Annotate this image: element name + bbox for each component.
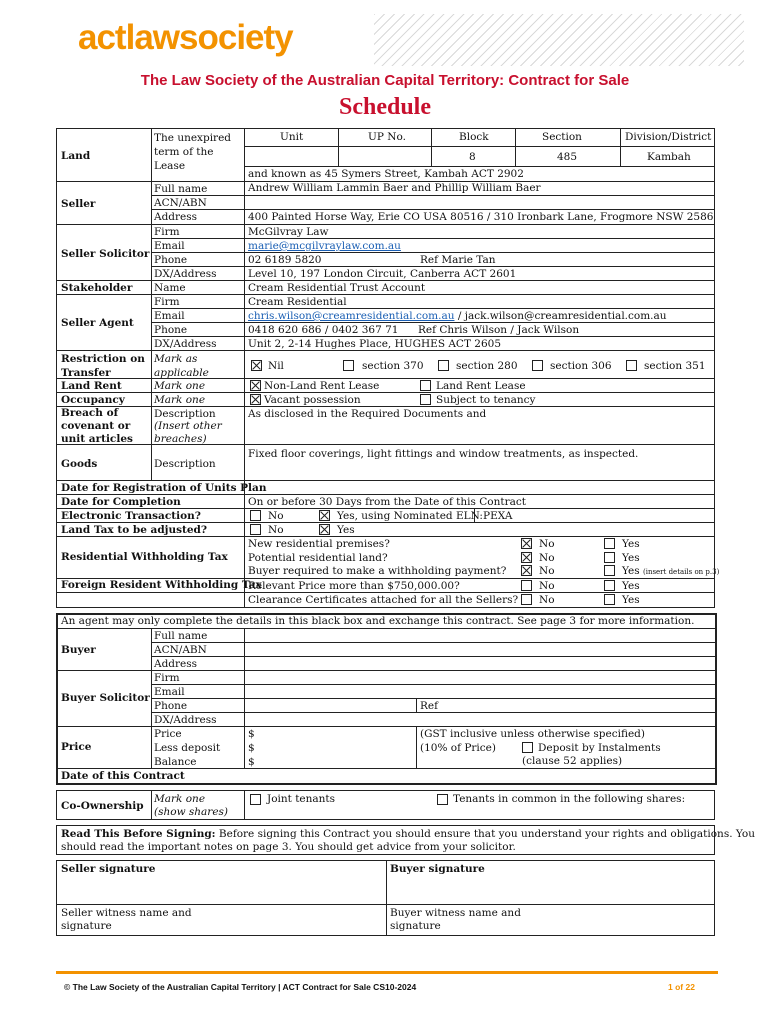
seller-witness-line2: signature <box>61 920 112 932</box>
clause-note: (clause 52 applies) <box>522 755 623 767</box>
question-withholding-payment: Buyer required to make a withholding payment? <box>248 565 507 577</box>
bs-email-label: Email <box>154 686 185 698</box>
landtax-label: Land Tax to be adjusted? <box>61 524 208 536</box>
col-section: Section <box>542 131 582 143</box>
sa-firm[interactable]: Cream Residential <box>248 296 347 308</box>
question-new-premises: New residential premises? <box>248 538 390 550</box>
coownership-hint2: (show shares) <box>154 806 229 818</box>
sa-email[interactable]: chris.wilson@creamresidential.com.au / jack.wilson@creamresidential.com.au <box>248 310 667 322</box>
bs-phone-label: Phone <box>154 700 188 712</box>
buyer-witness-line2: signature <box>390 920 441 932</box>
sa-ref[interactable]: Ref Chris Wilson / Jack Wilson <box>418 324 580 336</box>
wh3-yes-checkbox[interactable] <box>604 565 615 576</box>
land-rent-checkbox[interactable] <box>420 380 431 391</box>
vacant-possession-checkbox[interactable] <box>250 394 261 405</box>
date-contract-label: Date of this Contract <box>61 770 185 782</box>
non-land-rent-label: Non-Land Rent Lease <box>264 380 380 392</box>
sa-phone[interactable]: 0418 620 686 / 0402 367 71 <box>248 324 399 336</box>
bs-ref: Ref <box>420 700 439 712</box>
section-280-label: section 280 <box>456 360 518 372</box>
seller-label: Seller <box>61 198 96 210</box>
wh4-yes-checkbox[interactable] <box>604 580 615 591</box>
seller-solicitor-label: Seller Solicitor <box>61 248 150 260</box>
balance-label: Balance <box>154 756 197 768</box>
known-as[interactable]: and known as 45 Symers Street, Kambah ACT 2902 <box>248 168 524 180</box>
price-label: Price <box>61 741 92 753</box>
land-rent-hint: Mark one <box>154 380 206 392</box>
seller-signature-label[interactable]: Seller signature <box>61 863 156 875</box>
landtax-yes-label: Yes <box>337 524 355 536</box>
restriction-hint: Mark as applicable <box>154 353 209 379</box>
electronic-no-label: No <box>268 510 284 522</box>
sa-phone-label: Phone <box>154 324 188 336</box>
completion-label: Date for Completion <box>61 496 181 508</box>
price-dollar[interactable]: $ <box>248 728 255 740</box>
balance-dollar[interactable]: $ <box>248 756 255 768</box>
wh2-no-label: No <box>539 552 555 564</box>
section-370-checkbox[interactable] <box>343 360 354 371</box>
vacant-possession-label: Vacant possession <box>264 394 361 406</box>
ss-dx-label: DX/Address <box>154 268 217 280</box>
buyer-fullname-label: Full name <box>154 630 208 642</box>
col-block: Block <box>459 131 489 143</box>
wh1-yes-checkbox[interactable] <box>604 538 615 549</box>
joint-tenants-checkbox[interactable] <box>250 794 261 805</box>
section-280-checkbox[interactable] <box>438 360 449 371</box>
section-351-checkbox[interactable] <box>626 360 637 371</box>
section-value[interactable]: 485 <box>557 151 578 163</box>
tenants-common-checkbox[interactable] <box>437 794 448 805</box>
breach-hint: (Insert other breaches) <box>154 420 222 445</box>
joint-tenants-label: Joint tenants <box>267 793 336 805</box>
ss-phone[interactable]: 02 6189 5820 <box>248 254 322 266</box>
nil-checkbox[interactable] <box>251 360 262 371</box>
units-plan-label: Date for Registration of Units Plan <box>61 482 267 494</box>
landtax-no-checkbox[interactable] <box>250 524 261 535</box>
footer-rule <box>56 971 718 974</box>
stakeholder-name[interactable]: Cream Residential Trust Account <box>248 282 426 294</box>
non-land-rent-checkbox[interactable] <box>250 380 261 391</box>
coownership-hint1: Mark one <box>154 793 206 805</box>
sa-firm-label: Firm <box>154 296 180 308</box>
buyer-witness-line1[interactable]: Buyer witness name and <box>390 907 521 919</box>
landtax-yes-checkbox[interactable] <box>319 524 330 535</box>
buyer-signature-label[interactable]: Buyer signature <box>390 863 485 875</box>
footer-copyright: © The Law Society of the Australian Capital Territory | ACT Contract for Sale CS10-2024 <box>64 982 417 992</box>
wh3-no-checkbox[interactable] <box>521 565 532 576</box>
stakeholder-name-label: Name <box>154 282 186 294</box>
seller-agent-label: Seller Agent <box>61 317 134 329</box>
ss-phone-label: Phone <box>154 254 188 266</box>
seller-witness-line1[interactable]: Seller witness name and <box>61 907 192 919</box>
restriction-label: Restriction on Transfer <box>61 353 145 379</box>
occupancy-label: Occupancy <box>61 394 125 406</box>
coownership-label: Co-Ownership <box>61 800 144 812</box>
instalments-checkbox[interactable] <box>522 742 533 753</box>
col-up-no: UP No. <box>368 131 406 143</box>
subject-tenancy-checkbox[interactable] <box>420 394 431 405</box>
goods-desc-label: Description <box>154 458 216 470</box>
buyer-label: Buyer <box>61 644 96 656</box>
breach-desc-label: Description <box>154 408 216 420</box>
wh4-no-checkbox[interactable] <box>521 580 532 591</box>
sa-email-label: Email <box>154 310 185 322</box>
electronic-yes-label: Yes, using Nominated ELN: <box>337 510 483 522</box>
page-number: 1 of 22 <box>668 982 695 992</box>
wh1-no-label: No <box>539 538 555 550</box>
completion-value[interactable]: On or before 30 Days from the Date of this Contract <box>248 496 526 508</box>
wh2-yes-checkbox[interactable] <box>604 552 615 563</box>
seller-fullname[interactable]: Andrew William Lammin Baer and Phillip William Baer <box>248 182 541 194</box>
question-potential-land: Potential residential land? <box>248 552 388 564</box>
electronic-label: Electronic Transaction? <box>61 510 201 522</box>
nil-label: Nil <box>268 360 284 372</box>
question-clearance: Clearance Certificates attached for all the Sellers? <box>248 594 519 606</box>
foreign-withholding-label: Foreign Resident Withholding Tax <box>61 579 262 591</box>
price-row-label: Price <box>154 728 182 740</box>
subject-tenancy-label: Subject to tenancy <box>436 394 536 406</box>
deposit-label: Less deposit <box>154 742 221 754</box>
wh5-no-checkbox[interactable] <box>521 594 532 605</box>
block-value[interactable]: 8 <box>469 151 476 163</box>
bs-firm-label: Firm <box>154 672 180 684</box>
read-before-line1: Read This Before Signing: Before signing this Contract you should ensure that you understand your rights and obligations. You <box>61 828 755 840</box>
wh1-no-checkbox[interactable] <box>521 538 532 549</box>
schedule-heading: Schedule <box>338 94 431 120</box>
residential-withholding-label: Residential Withholding Tax <box>61 551 228 563</box>
ten-percent-note: (10% of Price) <box>420 742 496 754</box>
buyer-solicitor-label: Buyer Solicitor <box>61 692 150 704</box>
ss-firm[interactable]: McGilvray Law <box>248 226 329 238</box>
wh5-yes-checkbox[interactable] <box>604 594 615 605</box>
ss-email[interactable]: marie@mcgilvraylaw.com.au <box>248 240 401 252</box>
bs-dx-label: DX/Address <box>154 714 217 726</box>
wh4-no-label: No <box>539 580 555 592</box>
agent-note: An agent may only complete the details in this black box and exchange this contract. See page 3 for more information. <box>61 615 695 627</box>
wh4-yes-label: Yes <box>622 580 640 592</box>
buyer-address-label: Address <box>154 658 198 670</box>
seller-acn-label: ACN/ABN <box>154 197 207 209</box>
ss-ref[interactable]: Ref Marie Tan <box>420 254 496 266</box>
wh3-no-label: No <box>539 565 555 577</box>
land-rent-option-label: Land Rent Lease <box>436 380 526 392</box>
tenants-common-label: Tenants in common in the following shares: <box>453 793 686 805</box>
eln-value[interactable]: PEXA <box>483 510 513 522</box>
wh2-yes-label: Yes <box>622 552 640 564</box>
deposit-dollar[interactable]: $ <box>248 742 255 754</box>
wh5-yes-label: Yes <box>622 594 640 606</box>
gst-note: (GST inclusive unless otherwise specified) <box>420 728 646 740</box>
ss-email-label: Email <box>154 240 185 252</box>
header-pattern <box>374 14 744 66</box>
ss-dx[interactable]: Level 10, 197 London Circuit, Canberra ACT 2601 <box>248 268 517 280</box>
seller-fullname-label: Full name <box>154 183 208 195</box>
section-306-checkbox[interactable] <box>532 360 543 371</box>
col-district: Division/District <box>625 131 712 143</box>
col-unit: Unit <box>280 131 304 143</box>
wh2-no-checkbox[interactable] <box>521 552 532 563</box>
breach-label: Breach of covenant or unit articles <box>61 407 133 445</box>
lease-label: The unexpired term of the Lease <box>154 132 232 172</box>
occupancy-hint: Mark one <box>154 394 206 406</box>
sa-dx[interactable]: Unit 2, 2-14 Hughes Place, HUGHES ACT 2605 <box>248 338 502 350</box>
wh3-yes-label: Yes (insert details on p.3) <box>622 565 720 577</box>
breach-value[interactable]: As disclosed in the Required Documents and <box>248 408 487 420</box>
wh1-yes-label: Yes <box>622 538 640 550</box>
read-before-line2: should read the important notes on page 3. You should get advice from your solicitor. <box>61 841 516 853</box>
district-value[interactable]: Kambah <box>647 151 691 163</box>
wh5-no-label: No <box>539 594 555 606</box>
land-label: Land <box>61 150 91 162</box>
logo: actlawsociety <box>78 18 293 57</box>
buyer-acn-label: ACN/ABN <box>154 644 207 656</box>
sa-dx-label: DX/Address <box>154 338 217 350</box>
goods-value[interactable]: Fixed floor coverings, light fittings and window treatments, as inspected. <box>248 448 639 460</box>
seller-address-label: Address <box>154 211 198 223</box>
electronic-yes-checkbox[interactable] <box>319 510 330 521</box>
goods-label: Goods <box>61 458 98 470</box>
stakeholder-label: Stakeholder <box>61 282 133 294</box>
section-370-label: section 370 <box>362 360 424 372</box>
seller-address[interactable]: 400 Painted Horse Way, Erie CO USA 80516 / 310 Ironbark Lane, Frogmore NSW 2586 <box>248 211 714 223</box>
page-title: The Law Society of the Australian Capital Territory: Contract for Sale <box>140 72 630 89</box>
question-relevant-price: Relevant Price more than $750,000.00? <box>248 580 460 592</box>
landtax-no-label: No <box>268 524 284 536</box>
section-306-label: section 306 <box>550 360 612 372</box>
land-rent-label: Land Rent <box>61 380 122 392</box>
electronic-no-checkbox[interactable] <box>250 510 261 521</box>
instalments-label: Deposit by Instalments <box>538 742 661 754</box>
section-351-label: section 351 <box>644 360 706 372</box>
ss-firm-label: Firm <box>154 226 180 238</box>
